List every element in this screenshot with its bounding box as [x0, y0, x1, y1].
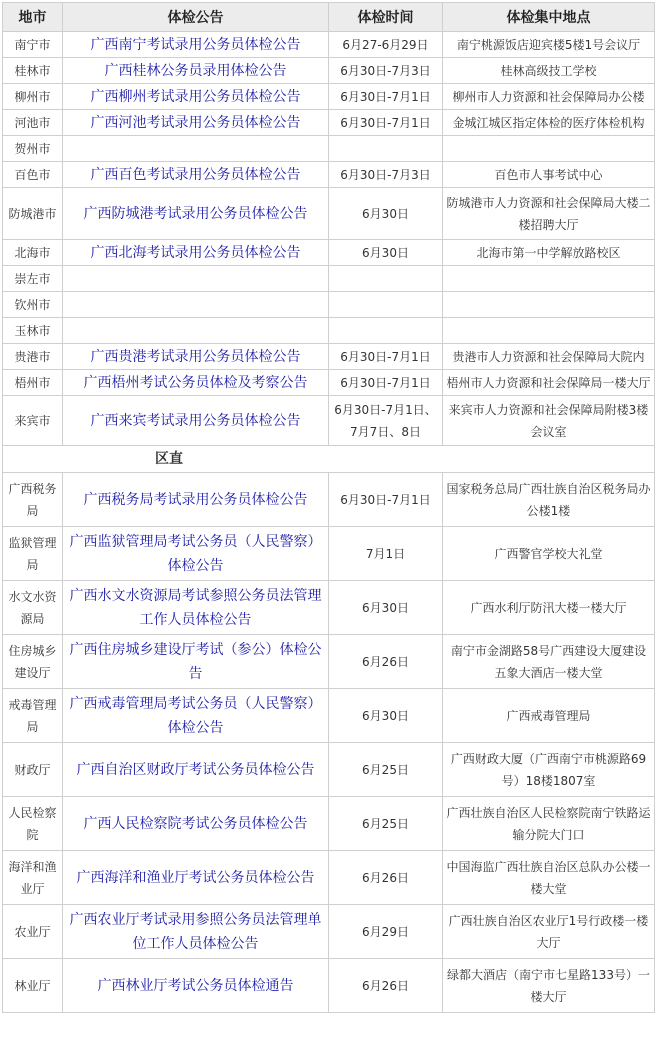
table-row	[3, 851, 655, 905]
table-row	[3, 32, 655, 58]
place-cell: 贵港市人力资源和社会保障局大院内	[443, 344, 655, 370]
time-cell: 6月30日	[329, 188, 443, 240]
table-row	[3, 370, 655, 396]
table-row	[3, 58, 655, 84]
table-row	[3, 797, 655, 851]
notice-link[interactable]: 广西北海考试录用公务员体检公告	[63, 240, 329, 266]
city-cell: 戒毒管理局	[3, 689, 63, 743]
place-cell: 柳州市人力资源和社会保障局办公楼	[443, 84, 655, 110]
table-row	[3, 318, 655, 344]
header-row	[3, 3, 655, 32]
city-cell: 防城港市	[3, 188, 63, 240]
city-cell: 钦州市	[3, 292, 63, 318]
notice-link[interactable]	[63, 318, 329, 344]
city-cell: 住房城乡建设厅	[3, 635, 63, 689]
notice-link[interactable]: 广西监狱管理局考试公务员（人民警察）体检公告	[63, 527, 329, 581]
notice-link[interactable]: 广西人民检察院考试公务员体检公告	[63, 797, 329, 851]
notice-link[interactable]: 广西林业厅考试公务员体检通告	[63, 959, 329, 1013]
city-cell: 来宾市	[3, 396, 63, 446]
notice-link[interactable]	[63, 292, 329, 318]
city-cell: 贵港市	[3, 344, 63, 370]
time-cell	[329, 318, 443, 344]
place-cell: 防城港市人力资源和社会保障局大楼二楼招聘大厅	[443, 188, 655, 240]
table-row	[3, 188, 655, 240]
city-cell: 水文水资源局	[3, 581, 63, 635]
time-cell: 6月30日	[329, 240, 443, 266]
table-row	[3, 84, 655, 110]
time-cell: 6月30日-7月3日	[329, 58, 443, 84]
city-cell: 梧州市	[3, 370, 63, 396]
time-cell: 6月26日	[329, 635, 443, 689]
notice-link[interactable]	[63, 136, 329, 162]
notice-link[interactable]: 广西南宁考试录用公务员体检公告	[63, 32, 329, 58]
notice-link[interactable]: 广西防城港考试录用公务员体检公告	[63, 188, 329, 240]
time-cell	[329, 136, 443, 162]
time-cell: 6月30日-7月3日	[329, 162, 443, 188]
city-cell: 桂林市	[3, 58, 63, 84]
header-notice: 体检公告	[63, 3, 329, 32]
place-cell: 桂林高级技工学校	[443, 58, 655, 84]
time-cell: 6月25日	[329, 797, 443, 851]
time-cell: 6月30日-7月1日	[329, 370, 443, 396]
place-cell: 广西壮族自治区人民检察院南宁铁路运输分院大门口	[443, 797, 655, 851]
notice-link[interactable]: 广西河池考试录用公务员体检公告	[63, 110, 329, 136]
place-cell: 广西水利厅防汛大楼一楼大厅	[443, 581, 655, 635]
time-cell: 6月27-6月29日	[329, 32, 443, 58]
table-row	[3, 162, 655, 188]
table-row	[3, 743, 655, 797]
section-row	[3, 446, 655, 473]
notice-link[interactable]: 广西海洋和渔业厅考试公务员体检公告	[63, 851, 329, 905]
place-cell: 南宁桃源饭店迎宾楼5楼1号会议厅	[443, 32, 655, 58]
place-cell	[443, 266, 655, 292]
notice-link[interactable]: 广西税务局考试录用公务员体检公告	[63, 473, 329, 527]
place-cell: 百色市人事考试中心	[443, 162, 655, 188]
city-cell: 农业厅	[3, 905, 63, 959]
table-row	[3, 110, 655, 136]
header-place: 体检集中地点	[443, 3, 655, 32]
city-cell: 海洋和渔业厅	[3, 851, 63, 905]
place-cell	[443, 292, 655, 318]
place-cell: 金城江城区指定体检的医疗体检机构	[443, 110, 655, 136]
notice-link[interactable]: 广西柳州考试录用公务员体检公告	[63, 84, 329, 110]
place-cell: 梧州市人力资源和社会保障局一楼大厅	[443, 370, 655, 396]
place-cell: 广西财政大厦（广西南宁市桃源路69号）18楼1807室	[443, 743, 655, 797]
city-cell: 财政厅	[3, 743, 63, 797]
city-cell: 贺州市	[3, 136, 63, 162]
city-cell: 柳州市	[3, 84, 63, 110]
header-city: 地市	[3, 3, 63, 32]
table-row	[3, 959, 655, 1013]
notice-link[interactable]: 广西农业厅考试录用参照公务员法管理单位工作人员体检公告	[63, 905, 329, 959]
place-cell: 北海市第一中学解放路校区	[443, 240, 655, 266]
place-cell	[443, 318, 655, 344]
time-cell: 6月30日-7月1日	[329, 344, 443, 370]
table-row	[3, 240, 655, 266]
time-cell: 6月25日	[329, 743, 443, 797]
notice-link[interactable]: 广西水文水资源局考试参照公务员法管理工作人员体检公告	[63, 581, 329, 635]
notice-link[interactable]: 广西来宾考试录用公务员体检公告	[63, 396, 329, 446]
notice-link[interactable]: 广西自治区财政厅考试公务员体检公告	[63, 743, 329, 797]
time-cell: 7月1日	[329, 527, 443, 581]
place-cell: 中国海监广西壮族自治区总队办公楼一楼大堂	[443, 851, 655, 905]
time-cell: 6月30日-7月1日	[329, 110, 443, 136]
section-label: 区直	[3, 446, 655, 473]
time-cell	[329, 266, 443, 292]
notice-link[interactable]	[63, 266, 329, 292]
table-row	[3, 266, 655, 292]
place-cell: 广西警官学校大礼堂	[443, 527, 655, 581]
table-row	[3, 136, 655, 162]
place-cell: 来宾市人力资源和社会保障局附楼3楼会议室	[443, 396, 655, 446]
time-cell: 6月30日	[329, 689, 443, 743]
table-row	[3, 473, 655, 527]
place-cell: 国家税务总局广西壮族自治区税务局办公楼1楼	[443, 473, 655, 527]
table-row	[3, 581, 655, 635]
city-cell: 玉林市	[3, 318, 63, 344]
time-cell: 6月30日-7月1日	[329, 84, 443, 110]
time-cell: 6月30日-7月1日	[329, 473, 443, 527]
table-row	[3, 527, 655, 581]
time-cell: 6月26日	[329, 959, 443, 1013]
city-cell: 广西税务局	[3, 473, 63, 527]
notice-link[interactable]: 广西梧州考试公务员体检及考察公告	[63, 370, 329, 396]
header-time: 体检时间	[329, 3, 443, 32]
city-cell: 监狱管理局	[3, 527, 63, 581]
notice-link[interactable]: 广西百色考试录用公务员体检公告	[63, 162, 329, 188]
place-cell: 南宁市金湖路58号广西建设大厦建设五象大酒店一楼大堂	[443, 635, 655, 689]
exam-table	[2, 2, 655, 1013]
place-cell: 绿都大酒店（南宁市七星路133号）一楼大厅	[443, 959, 655, 1013]
city-cell: 南宁市	[3, 32, 63, 58]
city-cell: 北海市	[3, 240, 63, 266]
time-cell: 6月30日	[329, 581, 443, 635]
notice-link[interactable]: 广西戒毒管理局考试公务员（人民警察）体检公告	[63, 689, 329, 743]
city-cell: 河池市	[3, 110, 63, 136]
time-cell: 6月29日	[329, 905, 443, 959]
table-row	[3, 689, 655, 743]
place-cell	[443, 136, 655, 162]
table-row	[3, 292, 655, 318]
notice-link[interactable]: 广西住房城乡建设厅考试（参公）体检公告	[63, 635, 329, 689]
table-row	[3, 344, 655, 370]
table-row	[3, 635, 655, 689]
time-cell	[329, 292, 443, 318]
city-cell: 崇左市	[3, 266, 63, 292]
city-cell: 人民检察院	[3, 797, 63, 851]
table-row	[3, 905, 655, 959]
city-cell: 百色市	[3, 162, 63, 188]
place-cell: 广西壮族自治区农业厅1号行政楼一楼大厅	[443, 905, 655, 959]
notice-link[interactable]: 广西桂林公务员录用体检公告	[63, 58, 329, 84]
table-row	[3, 396, 655, 446]
city-cell: 林业厅	[3, 959, 63, 1013]
place-cell: 广西戒毒管理局	[443, 689, 655, 743]
time-cell: 6月30日-7月1日、7月7日、8日	[329, 396, 443, 446]
time-cell: 6月26日	[329, 851, 443, 905]
notice-link[interactable]: 广西贵港考试录用公务员体检公告	[63, 344, 329, 370]
